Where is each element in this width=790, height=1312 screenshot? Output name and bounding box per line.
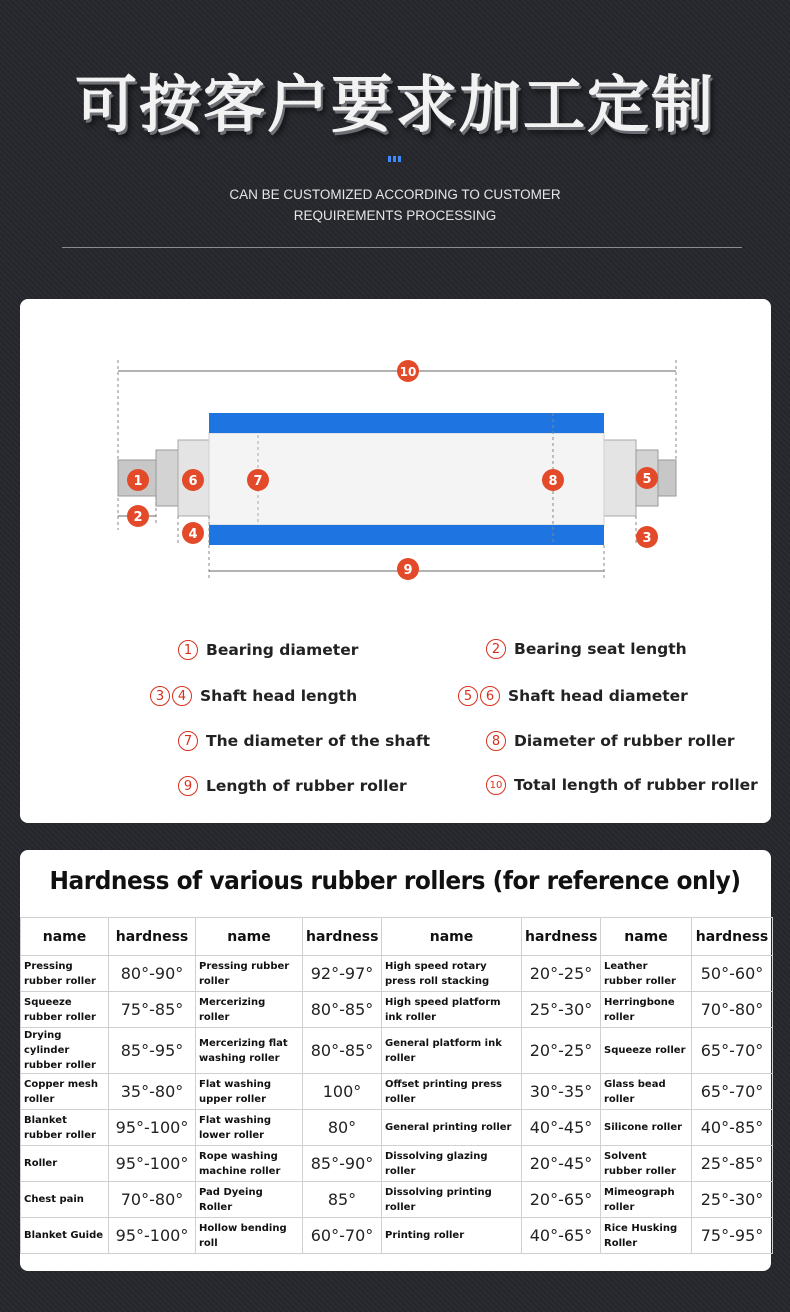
hardness-value: 95°-100° (109, 1110, 196, 1146)
subtitle-line-1: CAN BE CUSTOMIZED ACCORDING TO CUSTOMER (229, 187, 561, 202)
legend-label: Length of rubber roller (206, 777, 407, 795)
roller-name: Mercerizing flat washing roller (196, 1028, 303, 1074)
page-title: 可按客户要求加工定制 (74, 68, 715, 141)
legend-item-rubber-roller-diameter (486, 731, 735, 751)
rubber-top (209, 413, 604, 433)
shaft-step-left (156, 450, 178, 506)
legend-label: Total length of rubber roller (514, 776, 758, 794)
hardness-value: 75°-95° (692, 1218, 773, 1254)
header-name: name (601, 918, 692, 956)
marker-8: 8 (486, 731, 506, 751)
roller-name: Herringbone roller (601, 992, 692, 1028)
svg-text:7: 7 (253, 474, 263, 489)
marker-6: 6 (480, 686, 500, 706)
hardness-value: 25°-30° (692, 1182, 773, 1218)
svg-text:8: 8 (548, 474, 558, 489)
header-name: name (382, 918, 522, 956)
roller-name: High speed platform ink roller (382, 992, 522, 1028)
callout-4 (182, 522, 204, 544)
svg-text:9: 9 (403, 563, 413, 578)
hardness-value: 95°-100° (109, 1146, 196, 1182)
table-title: Hardness of various rubber rollers (for reference only) (49, 866, 741, 895)
hardness-value: 25°-85° (692, 1146, 773, 1182)
roller-name: Pad Dyeing Roller (196, 1182, 303, 1218)
marker-1: 1 (178, 640, 198, 660)
table-row (21, 992, 773, 1028)
callout-8 (542, 469, 564, 491)
table-row (21, 1182, 773, 1218)
hardness-value: 40°-65° (522, 1218, 601, 1254)
hardness-value: 35°-80° (109, 1074, 196, 1110)
hardness-value: 20°-45° (522, 1146, 601, 1182)
hardness-value: 80°-90° (109, 956, 196, 992)
table-row (21, 1110, 773, 1146)
svg-text:6: 6 (188, 474, 198, 489)
hardness-value: 30°-35° (522, 1074, 601, 1110)
hardness-value: 80° (303, 1110, 382, 1146)
legend-label: Bearing seat length (514, 640, 687, 658)
svg-text:3: 3 (642, 531, 652, 546)
roller-name: Mercerizing roller (196, 992, 303, 1028)
legend-item-bearing-diameter (178, 640, 358, 660)
svg-text:1: 1 (133, 474, 143, 489)
table-row (21, 956, 773, 992)
roller-name: Solvent rubber roller (601, 1146, 692, 1182)
marker-9: 9 (178, 776, 198, 796)
callout-10 (397, 360, 419, 382)
callout-3 (636, 526, 658, 548)
roller-name: Chest pain (21, 1182, 109, 1218)
hardness-value: 92°-97° (303, 956, 382, 992)
hardness-value: 70°-80° (109, 1182, 196, 1218)
hardness-value: 60°-70° (303, 1218, 382, 1254)
roller-name: Dissolving printing roller (382, 1182, 522, 1218)
hardness-value: 85°-90° (303, 1146, 382, 1182)
roller-name: Blanket rubber roller (21, 1110, 109, 1146)
legend-item-shaft-head-diameter (458, 686, 688, 706)
roller-name: Dissolving glazing roller (382, 1146, 522, 1182)
header-hardness: hardness (522, 918, 601, 956)
hardness-value: 85°-95° (109, 1028, 196, 1074)
legend-item-total-length (486, 775, 758, 795)
hardness-value: 65°-70° (692, 1028, 773, 1074)
hardness-table (20, 917, 773, 1254)
table-row (21, 1074, 773, 1110)
hardness-value: 65°-70° (692, 1074, 773, 1110)
marker-3: 3 (150, 686, 170, 706)
roller-name: Flat washing lower roller (196, 1110, 303, 1146)
legend-item-shaft-head-length (150, 686, 357, 706)
roller-name: Glass bead roller (601, 1074, 692, 1110)
header-hardness: hardness (109, 918, 196, 956)
roller-name: Flat washing upper roller (196, 1074, 303, 1110)
roller-name: Pressing rubber roller (21, 956, 109, 992)
legend-item-rubber-roller-length (178, 776, 407, 796)
legend-label: The diameter of the shaft (206, 732, 431, 750)
roller-name: Hollow bending roll (196, 1218, 303, 1254)
bearing-right (658, 460, 676, 496)
roller-name: Silicone roller (601, 1110, 692, 1146)
header-hardness: hardness (692, 918, 773, 956)
shaft-head-right (604, 440, 636, 516)
roller-name: Squeeze roller (601, 1028, 692, 1074)
svg-text:5: 5 (642, 472, 652, 487)
roller-name: Pressing rubber roller (196, 956, 303, 992)
roller-name: Drying cylinder rubber roller (21, 1028, 109, 1074)
hardness-value: 25°-30° (522, 992, 601, 1028)
roller-name: Leather rubber roller (601, 956, 692, 992)
roller-name: Roller (21, 1146, 109, 1182)
table-row (21, 1218, 773, 1254)
hardness-value: 85° (303, 1182, 382, 1218)
roller-name: Offset printing press roller (382, 1074, 522, 1110)
roller-name: Rope washing machine roller (196, 1146, 303, 1182)
roller-name: General printing roller (382, 1110, 522, 1146)
hardness-value: 20°-65° (522, 1182, 601, 1218)
marker-10: 10 (486, 775, 506, 795)
hardness-value: 50°-60° (692, 956, 773, 992)
legend-item-bearing-seat-length (486, 639, 687, 659)
hardness-value: 20°-25° (522, 1028, 601, 1074)
roller-name: High speed rotary press roll stacking (382, 956, 522, 992)
marker-2: 2 (486, 639, 506, 659)
callout-1 (127, 469, 149, 491)
roller-name: Blanket Guide (21, 1218, 109, 1254)
roller-name: General platform ink roller (382, 1028, 522, 1074)
roller-name: Rice Husking Roller (601, 1218, 692, 1254)
marker-5: 5 (458, 686, 478, 706)
rubber-bottom (209, 525, 604, 545)
legend-label: Diameter of rubber roller (514, 732, 735, 750)
marker-4: 4 (172, 686, 192, 706)
hardness-value: 70°-80° (692, 992, 773, 1028)
table-header-row (21, 918, 773, 956)
roller-name: Squeeze rubber roller (21, 992, 109, 1028)
roller-name: Printing roller (382, 1218, 522, 1254)
hardness-value: 40°-45° (522, 1110, 601, 1146)
callout-9 (397, 558, 419, 580)
callout-5 (636, 467, 658, 489)
table-row (21, 1028, 773, 1074)
roller-name: Mimeograph roller (601, 1182, 692, 1218)
legend-label: Shaft head length (200, 687, 358, 705)
callout-6 (182, 469, 204, 491)
header-name: name (196, 918, 303, 956)
hardness-value: 40°-85° (692, 1110, 773, 1146)
legend-label: Shaft head diameter (508, 687, 688, 705)
svg-text:10: 10 (399, 365, 417, 379)
hardness-value: 80°-85° (303, 992, 382, 1028)
legend-item-shaft-diameter (178, 731, 430, 751)
roller-diagram (0, 0, 790, 620)
roller-name: Copper mesh roller (21, 1074, 109, 1110)
svg-text:4: 4 (188, 527, 198, 542)
marker-7: 7 (178, 731, 198, 751)
legend-label: Bearing diameter (206, 641, 359, 659)
table-row (21, 1146, 773, 1182)
svg-text:2: 2 (133, 510, 143, 525)
hardness-value: 80°-85° (303, 1028, 382, 1074)
callout-2 (127, 505, 149, 527)
callout-7 (247, 469, 269, 491)
subtitle-line-2: REQUIREMENTS PROCESSING (293, 208, 497, 223)
hardness-value: 20°-25° (522, 956, 601, 992)
hardness-value: 100° (303, 1074, 382, 1110)
hardness-value: 95°-100° (109, 1218, 196, 1254)
header-name: name (21, 918, 109, 956)
header-hardness: hardness (303, 918, 382, 956)
hardness-value: 75°-85° (109, 992, 196, 1028)
